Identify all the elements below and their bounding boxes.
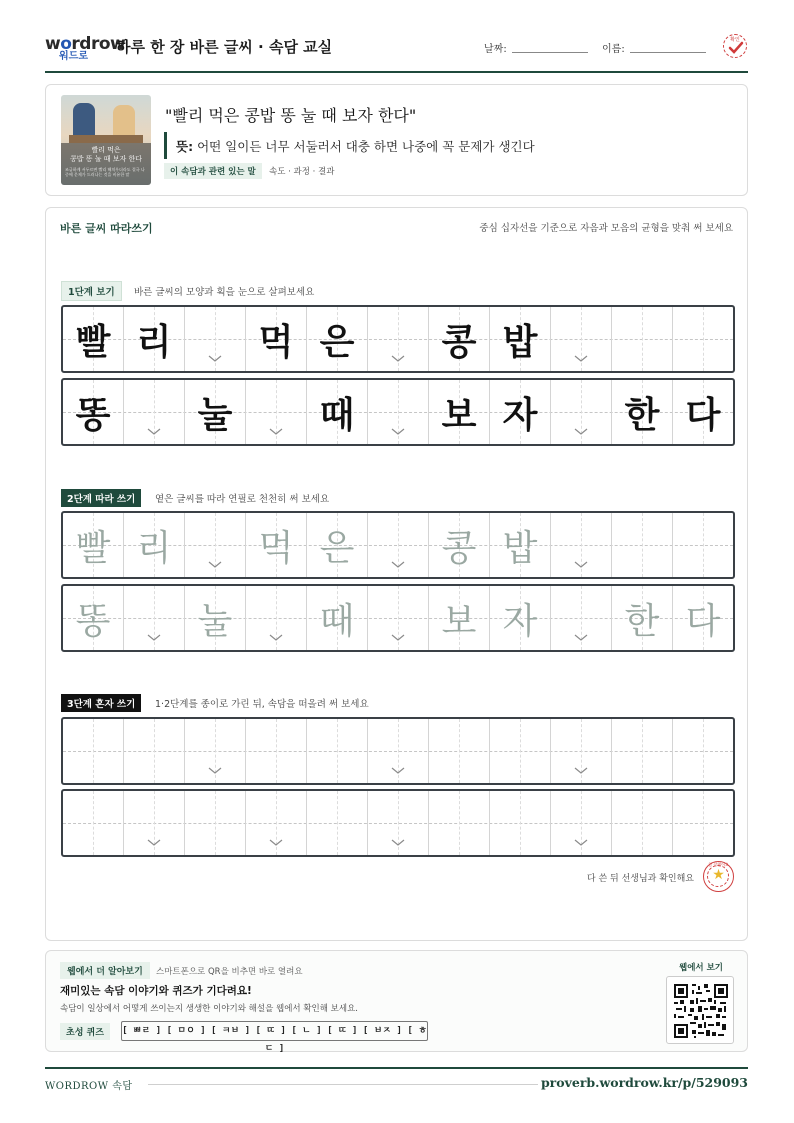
space-marker-icon	[391, 355, 405, 363]
meaning-text: 어떤 일이든 너무 서둘러서 대충 하면 나중에 꼭 문제가 생긴다	[197, 139, 535, 154]
step2-row-1[interactable]	[61, 511, 735, 579]
related-words: 속도 · 과정 · 결과	[269, 167, 335, 177]
proverb-char: 보	[441, 600, 477, 642]
writing-cell[interactable]	[185, 719, 246, 783]
writing-cell[interactable]	[490, 586, 551, 650]
writing-cell[interactable]	[246, 791, 307, 855]
writing-cell[interactable]	[551, 586, 612, 650]
writing-cell[interactable]	[429, 719, 490, 783]
proverb-char: 리	[136, 527, 172, 569]
writing-cell	[673, 307, 734, 371]
writing-cell[interactable]	[307, 586, 368, 650]
writing-cell	[246, 380, 307, 444]
writing-cell	[124, 307, 185, 371]
footer-rule	[148, 1084, 538, 1085]
logo-subtitle: 워드로	[59, 51, 88, 62]
proverb-char: 먹	[258, 527, 294, 569]
writing-cell[interactable]	[551, 719, 612, 783]
teacher-note: 다 쓴 뒤 선생님과 확인해요	[586, 874, 694, 884]
check-stamp-icon	[723, 34, 747, 58]
step2-row-2[interactable]	[61, 584, 735, 652]
proverb-char: 똥	[75, 600, 111, 642]
writing-cell[interactable]	[246, 513, 307, 577]
writing-cell	[429, 380, 490, 444]
writing-cell[interactable]	[124, 719, 185, 783]
space-marker-icon	[574, 355, 588, 363]
writing-cell[interactable]	[612, 791, 673, 855]
proverb-char: 똥	[75, 394, 111, 436]
writing-cell	[124, 380, 185, 444]
writing-cell[interactable]	[490, 791, 551, 855]
writing-cell[interactable]	[63, 719, 124, 783]
proverb-char: 콩	[441, 527, 477, 569]
space-marker-icon	[147, 634, 161, 642]
space-marker-icon	[574, 839, 588, 847]
writing-cell[interactable]	[63, 586, 124, 650]
page-header	[45, 30, 748, 73]
space-marker-icon	[391, 561, 405, 569]
writing-cell	[307, 380, 368, 444]
writing-cell[interactable]	[368, 513, 429, 577]
web-info-desc: 속담이 일상에서 어떻게 쓰이는지 생생한 이야기와 해설을 웹에서 확인해 보세요.	[60, 1004, 358, 1014]
writing-cell[interactable]	[673, 719, 734, 783]
space-marker-icon	[391, 428, 405, 436]
proverb-char: 한	[624, 600, 660, 642]
space-marker-icon	[269, 634, 283, 642]
writing-cell[interactable]	[124, 513, 185, 577]
writing-cell	[551, 307, 612, 371]
proverb-char: 밥	[502, 321, 538, 363]
writing-cell	[368, 307, 429, 371]
proverb-char: 때	[319, 394, 355, 436]
proverb-char: 은	[319, 527, 355, 569]
proverb-char: 눌	[197, 394, 233, 436]
writing-cell	[246, 307, 307, 371]
step1-row-1	[61, 305, 735, 373]
step2-badge: 2단계 따라 쓰기	[61, 489, 141, 507]
space-marker-icon	[208, 561, 222, 569]
writing-cell[interactable]	[63, 791, 124, 855]
space-marker-icon	[391, 634, 405, 642]
writing-cell	[63, 380, 124, 444]
footer-divider	[45, 1067, 748, 1069]
step2-desc: 옅은 글씨를 따라 연필로 천천히 써 보세요	[155, 494, 330, 505]
space-marker-icon	[391, 767, 405, 775]
footer-url[interactable]: proverb.wordrow.kr/p/529093	[540, 1075, 748, 1090]
practice-title: 바른 글씨 따라쓰기	[60, 222, 153, 235]
step3-badge: 3단계 혼자 쓰기	[61, 694, 141, 712]
writing-cell[interactable]	[307, 791, 368, 855]
check-stamp-text: 확인	[730, 37, 740, 43]
web-info-headline: 재미있는 속담 이야기와 퀴즈가 기다려요!	[60, 985, 252, 997]
writing-cell	[368, 380, 429, 444]
qr-code-icon[interactable]	[666, 976, 734, 1044]
space-marker-icon	[391, 839, 405, 847]
writing-cell	[673, 380, 734, 444]
writing-cell[interactable]	[124, 586, 185, 650]
illustration-caption-body: 조급하게 서두르면 빨리 해치우더라도 결국 나중에 문제가 드러나는 것을 비유한 말	[65, 167, 145, 177]
writing-cell[interactable]	[307, 513, 368, 577]
writing-cell[interactable]	[368, 586, 429, 650]
writing-cell	[429, 307, 490, 371]
star-stamp-text: 참 잘했어요	[708, 862, 729, 867]
quiz-label: 초성 퀴즈	[60, 1023, 110, 1040]
space-marker-icon	[574, 561, 588, 569]
date-label: 날짜:	[484, 44, 507, 55]
proverb-char: 다	[685, 600, 721, 642]
proverb-char: 은	[319, 321, 355, 363]
writing-cell[interactable]	[307, 719, 368, 783]
writing-cell[interactable]	[185, 513, 246, 577]
writing-cell[interactable]	[124, 791, 185, 855]
step3-row-2[interactable]	[61, 789, 735, 857]
illustration-caption-2: 콩밥 똥 눌 때 보자 한다	[70, 155, 142, 163]
meaning-label: 뜻:	[176, 139, 194, 154]
wordrow-logo: wordrow	[45, 34, 126, 54]
proverb-char: 자	[502, 600, 538, 642]
space-marker-icon	[208, 767, 222, 775]
writing-cell	[185, 307, 246, 371]
web-info-tag-desc: 스마트폰으로 QR을 비추면 바로 열려요	[156, 967, 303, 977]
writing-cell[interactable]	[551, 791, 612, 855]
proverb-char: 때	[319, 600, 355, 642]
writing-cell	[551, 380, 612, 444]
qr-label: 웹에서 보기	[679, 963, 724, 973]
space-marker-icon	[574, 428, 588, 436]
proverb-char: 콩	[441, 321, 477, 363]
writing-cell[interactable]	[429, 791, 490, 855]
writing-cell[interactable]	[612, 719, 673, 783]
space-marker-icon	[147, 839, 161, 847]
writing-cell[interactable]	[612, 586, 673, 650]
writing-cell[interactable]	[673, 791, 734, 855]
meaning-accent-bar	[164, 132, 167, 159]
proverb-char: 리	[136, 321, 172, 363]
writing-cell[interactable]	[612, 513, 673, 577]
practice-section	[45, 207, 748, 941]
date-field[interactable]	[512, 52, 588, 53]
proverb-card	[45, 84, 748, 196]
writing-cell	[612, 380, 673, 444]
star-stamp-icon: 참 잘했어요 ★	[703, 861, 734, 892]
writing-cell	[63, 307, 124, 371]
practice-hint: 중심 십자선을 기준으로 자음과 모음의 균형을 맞춰 써 보세요	[479, 223, 733, 234]
writing-cell	[490, 380, 551, 444]
proverb-char: 자	[502, 394, 538, 436]
step3-desc: 1·2단계를 종이로 가린 뒤, 속담을 떠올려 써 보세요	[155, 699, 369, 710]
space-marker-icon	[269, 428, 283, 436]
proverb-char: 한	[624, 394, 660, 436]
space-marker-icon	[574, 634, 588, 642]
step3-row-1[interactable]	[61, 717, 735, 785]
writing-cell	[307, 307, 368, 371]
step1-desc: 바른 글씨의 모양과 획을 눈으로 살펴보세요	[134, 287, 315, 298]
writing-cell[interactable]	[368, 719, 429, 783]
proverb-char: 눌	[197, 600, 233, 642]
writing-cell[interactable]	[246, 719, 307, 783]
web-info-tag: 웹에서 더 알아보기	[60, 962, 150, 979]
proverb-char: 보	[441, 394, 477, 436]
writing-cell	[185, 380, 246, 444]
writing-cell[interactable]	[63, 513, 124, 577]
space-marker-icon	[147, 428, 161, 436]
writing-cell[interactable]	[429, 586, 490, 650]
writing-cell[interactable]	[490, 719, 551, 783]
proverb-char: 다	[685, 394, 721, 436]
web-info-box	[45, 950, 748, 1052]
writing-cell[interactable]	[490, 513, 551, 577]
writing-cell[interactable]	[673, 586, 734, 650]
writing-cell[interactable]	[185, 586, 246, 650]
page-title: 하루 한 장 바른 글씨 · 속담 교실	[116, 38, 333, 56]
space-marker-icon	[574, 767, 588, 775]
writing-cell	[490, 307, 551, 371]
name-field[interactable]	[630, 52, 706, 53]
proverb-meaning	[176, 137, 535, 155]
space-marker-icon	[269, 839, 283, 847]
proverb-illustration	[61, 95, 151, 185]
illustration-caption-1: 빨리 먹은	[91, 146, 121, 154]
step1-row-2	[61, 378, 735, 446]
name-label: 이름:	[602, 44, 625, 55]
writing-cell[interactable]	[185, 791, 246, 855]
writing-cell[interactable]	[246, 586, 307, 650]
proverb-char: 밥	[502, 527, 538, 569]
writing-cell[interactable]	[429, 513, 490, 577]
writing-cell[interactable]	[368, 791, 429, 855]
writing-cell	[612, 307, 673, 371]
step1-badge: 1단계 보기	[61, 281, 122, 301]
proverb-title: "빨리 먹은 콩밥 똥 눌 때 보자 한다"	[165, 106, 417, 125]
proverb-char: 먹	[258, 321, 294, 363]
footer-brand: WORDROW 속담	[45, 1081, 133, 1092]
related-label: 이 속담과 관련 있는 말	[164, 163, 262, 179]
space-marker-icon	[208, 355, 222, 363]
proverb-char: 빨	[75, 321, 111, 363]
writing-cell[interactable]	[673, 513, 734, 577]
proverb-char: 빨	[75, 527, 111, 569]
initial-consonant-quiz: [ ㅃㄹ ] [ ㅁㅇ ] [ ㅋㅂ ] [ ㄸ ] [ ㄴ ] [ ㄸ ] [ ㅂㅈ ] [ ㅎㄷ ]	[121, 1021, 428, 1041]
writing-cell[interactable]	[551, 513, 612, 577]
